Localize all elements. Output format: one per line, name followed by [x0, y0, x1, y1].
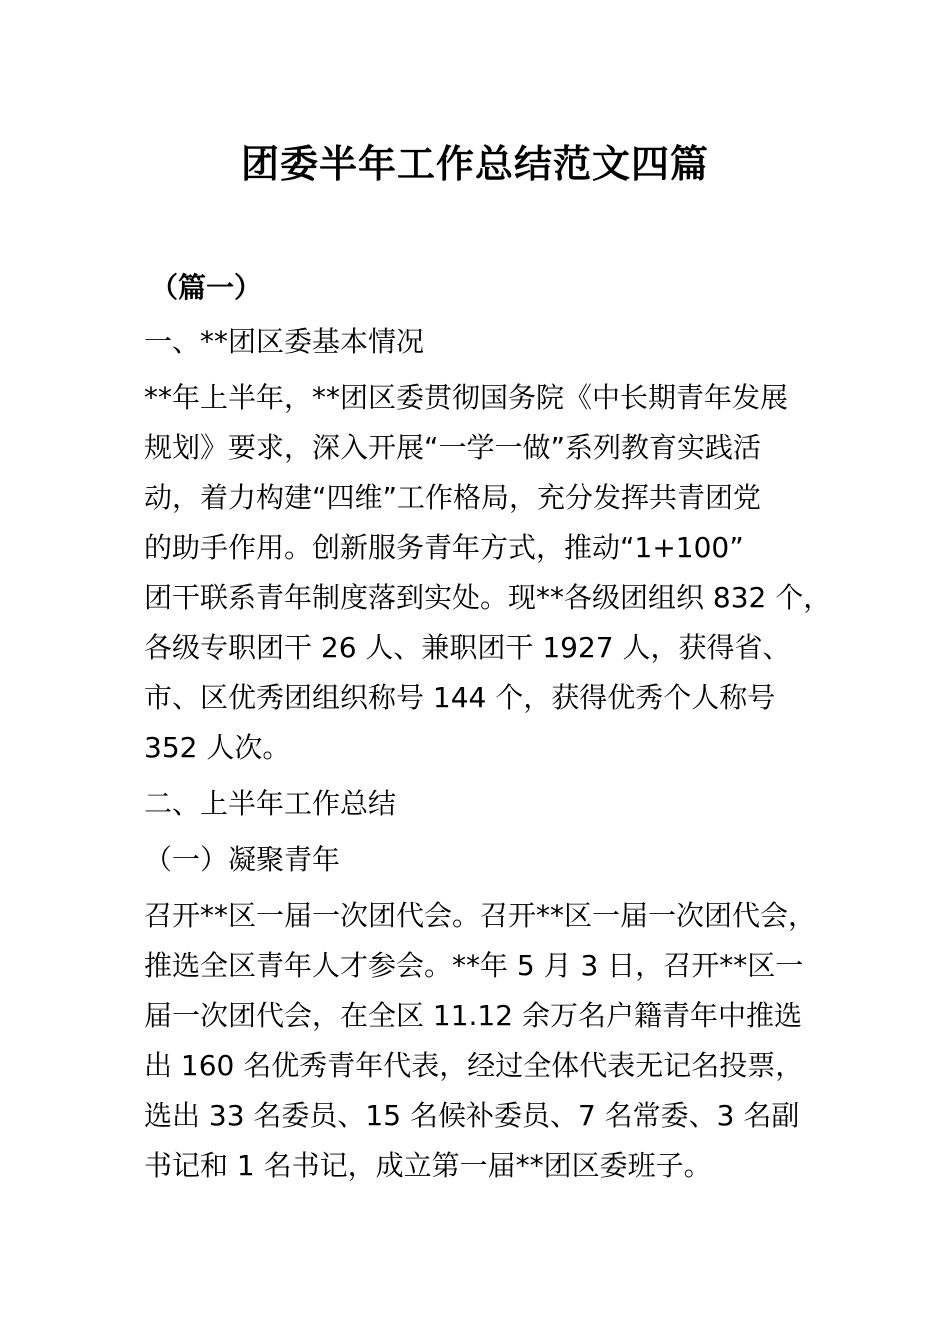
paragraph-line: 推选全区青年人才参会。**年 5 月 3 日，召开**区一 — [144, 949, 804, 982]
document-title: 团委半年工作总结范文四篇 — [240, 142, 709, 186]
paragraph-line: 的助手作用。创新服务青年方式，推动“1+100” — [144, 531, 744, 564]
paragraph-line: 出 160 名优秀青年代表，经过全体代表无记名投票， — [144, 1049, 804, 1082]
paragraph-line: 各级专职团干 26 人、兼职团干 1927 人，获得省、 — [144, 631, 791, 664]
heading-basic-info: 一、**团区委基本情况 — [144, 325, 425, 358]
heading-summary: 二、上半年工作总结 — [144, 787, 397, 820]
paragraph-line: 召开**区一届一次团代会。召开**区一届一次团代会， — [144, 899, 817, 932]
subheading-unite-youth: （一）凝聚青年 — [144, 843, 341, 876]
section-label: （篇一） — [150, 271, 263, 304]
paragraph-line: **年上半年，**团区委贯彻国务院《中长期青年发展 — [144, 381, 789, 414]
paragraph-line: 规划》要求，深入开展“一学一做”系列教育实践活 — [144, 431, 762, 464]
paragraph-line: 动，着力构建“四维”工作格局，充分发挥共青团党 — [144, 481, 762, 514]
paragraph-line: 选出 33 名委员、15 名候补委员、7 名常委、3 名副 — [144, 1099, 800, 1132]
paragraph-line: 市、区优秀团组织称号 144 个，获得优秀个人称号 — [144, 681, 776, 714]
paragraph-line: 352 人次。 — [144, 731, 291, 764]
paragraph-line: 书记和 1 名书记，成立第一届**团区委班子。 — [144, 1149, 712, 1182]
paragraph-line: 届一次团代会，在全区 11.12 余万名户籍青年中推选 — [144, 999, 802, 1032]
paragraph-line: 团干联系青年制度落到实处。现**各级团组织 832 个， — [144, 581, 832, 614]
